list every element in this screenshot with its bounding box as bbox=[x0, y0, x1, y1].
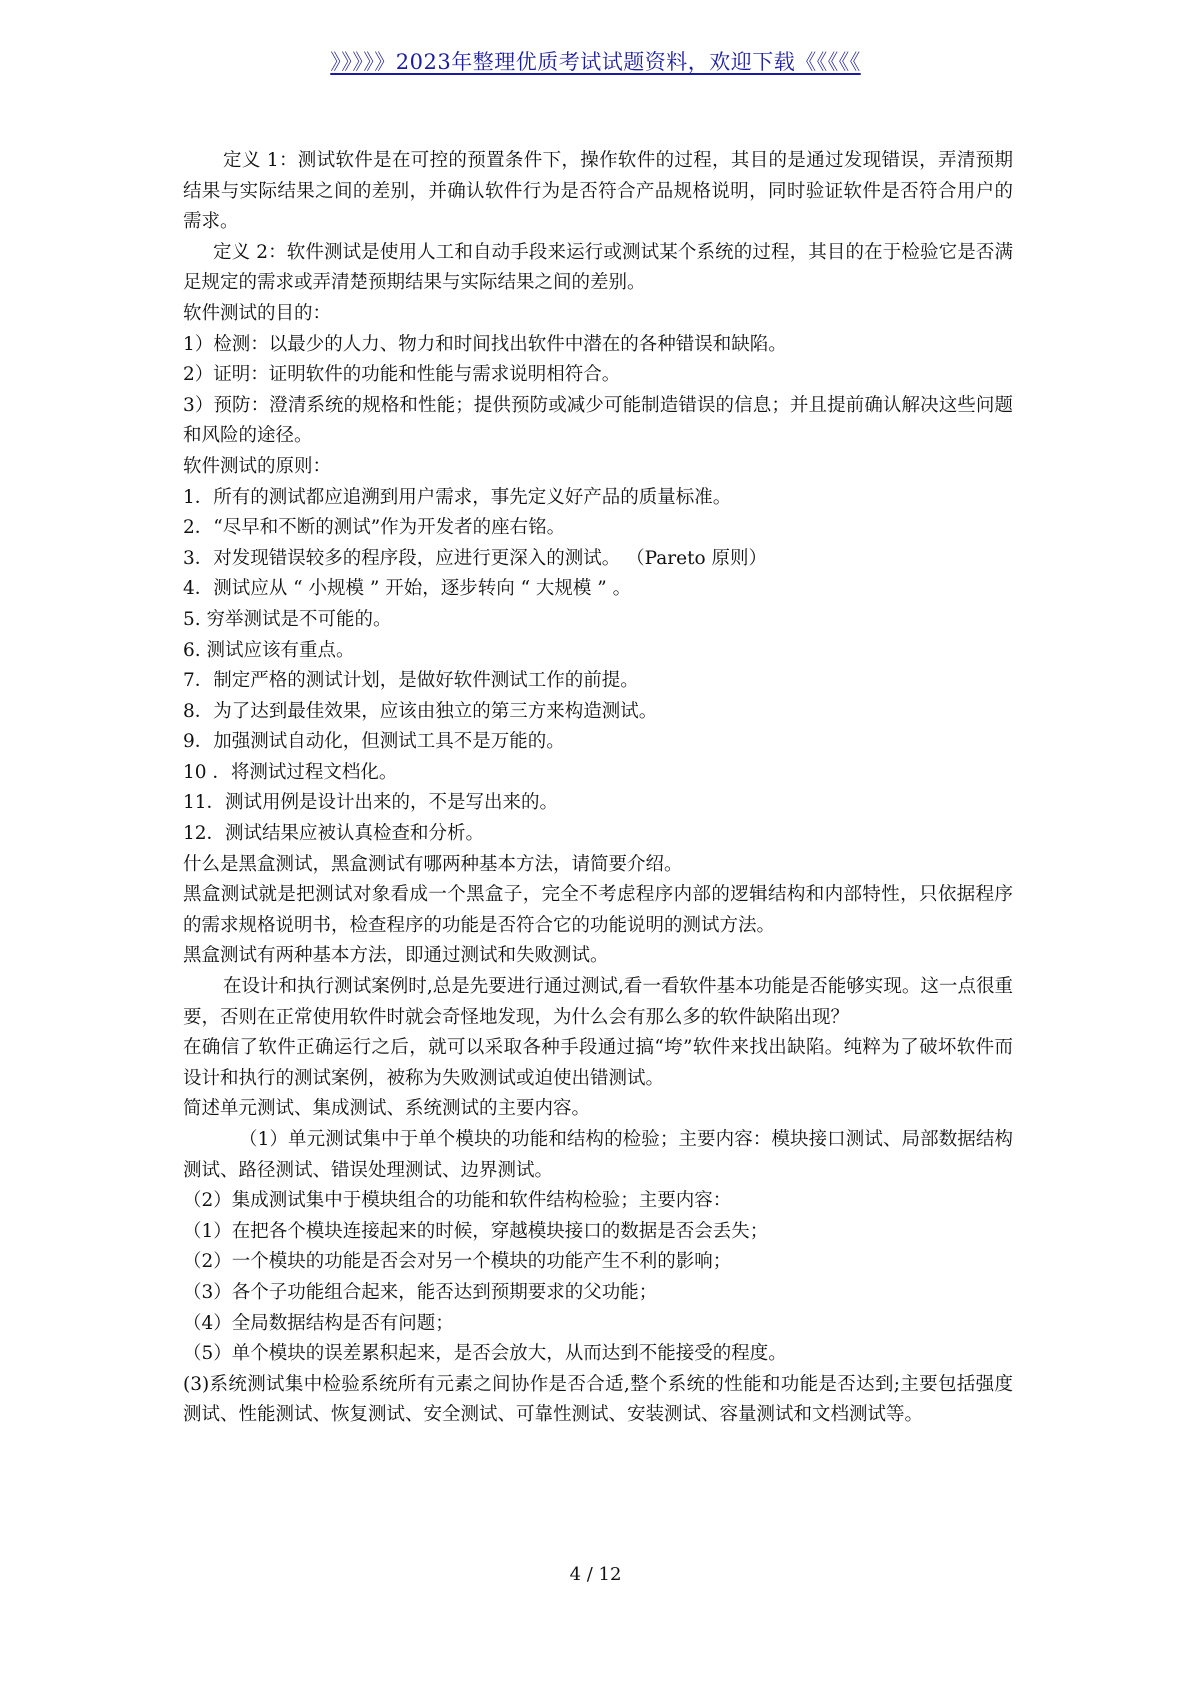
paragraph: 定义 2：软件测试是使用人工和自动手段来运行或测试某个系统的过程，其目的在于检验它是否满足规定的需求或弄清楚预期结果与实际结果之间的差别。 bbox=[183, 241, 1013, 294]
paragraph: 11．测试用例是设计出来的，不是写出来的。 bbox=[183, 792, 559, 814]
paragraph: 3．对发现错误较多的程序段，应进行更深入的测试。 （Pareto 原则） bbox=[183, 547, 768, 569]
paragraph: 5. 穷举测试是不可能的。 bbox=[183, 608, 392, 630]
paragraph: 10 ．将测试过程文档化。 bbox=[183, 761, 398, 783]
paragraph: （1）在把各个模块连接起来的时候，穿越模块接口的数据是否会丢失； bbox=[183, 1220, 769, 1242]
paragraph: （5）单个模块的误差累积起来，是否会放大，从而达到不能接受的程度。 bbox=[183, 1343, 787, 1365]
paragraph: （1）单元测试集中于单个模块的功能和结构的检验；主要内容：模块接口测试、局部数据结构测试、路径测试、错误处理测试、边界测试。 bbox=[183, 1129, 1013, 1181]
paragraph: 在设计和执行测试案例时,总是先要进行通过测试,看一看软件基本功能是否能够实现。这一点很重要，否则在正常使用软件时就会奇怪地发现，为什么会有那么多的软件缺陷出现？ bbox=[183, 976, 1013, 1028]
paragraph: 软件测试的原则： bbox=[183, 455, 332, 477]
paragraph: （2）集成测试集中于模块组合的功能和软件结构检验；主要内容： bbox=[183, 1190, 732, 1212]
paragraph: （2）一个模块的功能是否会对另一个模块的功能产生不利的影响； bbox=[183, 1251, 732, 1273]
paragraph: 什么是黑盒测试，黑盒测试有哪两种基本方法，请简要介绍。 bbox=[183, 853, 683, 875]
page-number: 4 / 12 bbox=[569, 1564, 622, 1585]
paragraph: 4．测试应从 “ 小规模 ” 开始，逐步转向 “ 大规模 ” 。 bbox=[183, 578, 632, 600]
document-body bbox=[183, 146, 1013, 1431]
paragraph: 2．“尽早和不断的测试”作为开发者的座右铭。 bbox=[183, 517, 566, 539]
download-banner-link[interactable]: 》》》》》2023年整理优质考试试题资料，欢迎下载《《《《《 bbox=[330, 50, 861, 74]
paragraph: 定义 1：测试软件是在可控的预置条件下，操作软件的过程，其目的是通过发现错误，弄清预期结果与实际结果之间的差别，并确认软件行为是否符合产品规格说明，同时验证软件是否符合用户的需求。 bbox=[183, 150, 1013, 233]
paragraph: 在确信了软件正确运行之后，就可以采取各种手段通过搞“垮”软件来找出缺陷。纯粹为了破坏软件而设计和执行的测试案例，被称为失败测试或迫使出错测试。 bbox=[183, 1037, 1013, 1089]
paragraph: 1）检测：以最少的人力、物力和时间找出软件中潜在的各种错误和缺陷。 bbox=[183, 333, 787, 355]
paragraph: 3）预防：澄清系统的规格和性能；提供预防或减少可能制造错误的信息；并且提前确认解决这些问题和风险的途径。 bbox=[183, 394, 1013, 447]
paragraph: 简述单元测试、集成测试、系统测试的主要内容。 bbox=[183, 1098, 591, 1120]
paragraph: 6. 测试应该有重点。 bbox=[183, 639, 355, 661]
paragraph: （3）各个子功能组合起来，能否达到预期要求的父功能； bbox=[183, 1281, 658, 1303]
paragraph: 12．测试结果应被认真检查和分析。 bbox=[183, 823, 485, 845]
paragraph: 8．为了达到最佳效果，应该由独立的第三方来构造测试。 bbox=[183, 700, 658, 722]
paragraph: 黑盒测试就是把测试对象看成一个黑盒子，完全不考虑程序内部的逻辑结构和内部特性，只依据程序的需求规格说明书，检查程序的功能是否符合它的功能说明的测试方法。 bbox=[183, 884, 1013, 936]
paragraph: 软件测试的目的： bbox=[183, 302, 332, 324]
paragraph: （4）全局数据结构是否有问题； bbox=[183, 1312, 454, 1334]
paragraph: 7．制定严格的测试计划，是做好软件测试工作的前提。 bbox=[183, 670, 639, 692]
paragraph: (3)系统测试集中检验系统所有元素之间协作是否合适,整个系统的性能和功能是否达到;主要包括强度测试、性能测试、恢复测试、安全测试、可靠性测试、安装测试、容量测试和文档测试等。 bbox=[183, 1373, 1013, 1426]
paragraph: 9．加强测试自动化，但测试工具不是万能的。 bbox=[183, 731, 565, 753]
paragraph: 1．所有的测试都应追溯到用户需求，事先定义好产品的质量标准。 bbox=[183, 486, 732, 508]
paragraph: 2）证明：证明软件的功能和性能与需求说明相符合。 bbox=[183, 364, 621, 386]
paragraph: 黑盒测试有两种基本方法，即通过测试和失败测试。 bbox=[183, 945, 609, 967]
